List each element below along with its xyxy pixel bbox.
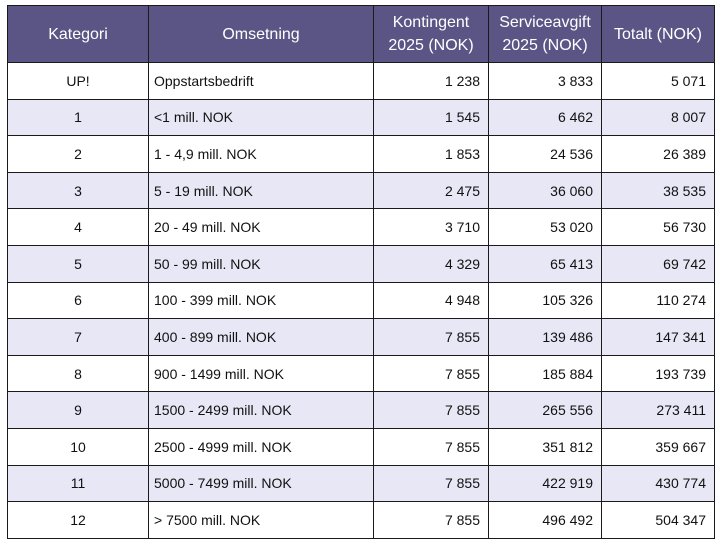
cell-kategori: 10 — [8, 428, 149, 465]
cell-serviceavgift: 6 462 — [489, 99, 602, 136]
table-row — [8, 502, 715, 539]
cell-omsetning: 1 - 4,9 mill. NOK — [149, 136, 374, 173]
cell-kategori: 11 — [8, 465, 149, 502]
cell-kontingent: 1 238 — [374, 63, 489, 100]
table-row — [8, 319, 715, 356]
table-body — [8, 63, 715, 539]
cell-totalt: 110 274 — [602, 282, 715, 319]
cell-totalt: 273 411 — [602, 392, 715, 429]
table-row — [8, 282, 715, 319]
cell-totalt: 5 071 — [602, 63, 715, 100]
table-row — [8, 172, 715, 209]
cell-omsetning: 1500 - 2499 mill. NOK — [149, 392, 374, 429]
cell-totalt: 504 347 — [602, 502, 715, 539]
cell-kategori: 5 — [8, 245, 149, 282]
cell-omsetning: 400 - 899 mill. NOK — [149, 319, 374, 356]
cell-kontingent: 7 855 — [374, 465, 489, 502]
cell-serviceavgift: 105 326 — [489, 282, 602, 319]
cell-totalt: 430 774 — [602, 465, 715, 502]
table-row — [8, 428, 715, 465]
cell-serviceavgift: 24 536 — [489, 136, 602, 173]
cell-kategori: 4 — [8, 209, 149, 246]
cell-omsetning: 5 - 19 mill. NOK — [149, 172, 374, 209]
cell-totalt: 26 389 — [602, 136, 715, 173]
table-row — [8, 209, 715, 246]
cell-kategori: 8 — [8, 355, 149, 392]
pricing-table-container — [7, 5, 715, 539]
cell-kategori: 2 — [8, 136, 149, 173]
header-label-line2: 2025 (NOK) — [502, 37, 588, 54]
header-label: Kategori — [48, 25, 108, 43]
header-label-line2: 2025 (NOK) — [388, 37, 474, 54]
cell-serviceavgift: 185 884 — [489, 355, 602, 392]
cell-kategori: 9 — [8, 392, 149, 429]
cell-omsetning: 2500 - 4999 mill. NOK — [149, 428, 374, 465]
cell-kategori: 12 — [8, 502, 149, 539]
header-label: Totalt (NOK) — [613, 25, 702, 43]
header-kontingent — [374, 6, 489, 63]
table-row — [8, 136, 715, 173]
cell-kontingent: 7 855 — [374, 392, 489, 429]
cell-kontingent: 2 475 — [374, 172, 489, 209]
cell-serviceavgift: 496 492 — [489, 502, 602, 539]
cell-kategori: 1 — [8, 99, 149, 136]
cell-omsetning: 900 - 1499 mill. NOK — [149, 355, 374, 392]
membership-fee-table — [7, 5, 715, 539]
cell-omsetning: > 7500 mill. NOK — [149, 502, 374, 539]
cell-totalt: 38 535 — [602, 172, 715, 209]
header-label-line1: Kontingent — [392, 14, 470, 31]
cell-serviceavgift: 36 060 — [489, 172, 602, 209]
cell-totalt: 359 667 — [602, 428, 715, 465]
cell-serviceavgift: 3 833 — [489, 63, 602, 100]
cell-serviceavgift: 265 556 — [489, 392, 602, 429]
cell-kontingent: 7 855 — [374, 319, 489, 356]
cell-kontingent: 7 855 — [374, 355, 489, 392]
cell-omsetning: 5000 - 7499 mill. NOK — [149, 465, 374, 502]
table-row — [8, 392, 715, 429]
table-row — [8, 355, 715, 392]
cell-kontingent: 7 855 — [374, 428, 489, 465]
cell-kategori: 6 — [8, 282, 149, 319]
cell-omsetning: 100 - 399 mill. NOK — [149, 282, 374, 319]
cell-kategori: 7 — [8, 319, 149, 356]
table-row — [8, 99, 715, 136]
cell-serviceavgift: 351 812 — [489, 428, 602, 465]
cell-totalt: 56 730 — [602, 209, 715, 246]
header-serviceavgift — [489, 6, 602, 63]
cell-serviceavgift: 139 486 — [489, 319, 602, 356]
cell-kategori: UP! — [8, 63, 149, 100]
cell-totalt: 147 341 — [602, 319, 715, 356]
table-row — [8, 465, 715, 502]
cell-serviceavgift: 65 413 — [489, 245, 602, 282]
cell-kontingent: 1 545 — [374, 99, 489, 136]
cell-omsetning: <1 mill. NOK — [149, 99, 374, 136]
cell-kontingent: 4 948 — [374, 282, 489, 319]
cell-omsetning: 20 - 49 mill. NOK — [149, 209, 374, 246]
cell-serviceavgift: 53 020 — [489, 209, 602, 246]
cell-kategori: 3 — [8, 172, 149, 209]
cell-omsetning: 50 - 99 mill. NOK — [149, 245, 374, 282]
cell-kontingent: 3 710 — [374, 209, 489, 246]
cell-totalt: 8 007 — [602, 99, 715, 136]
table-row — [8, 245, 715, 282]
cell-kontingent: 7 855 — [374, 502, 489, 539]
header-label-line1: Serviceavgift — [499, 14, 591, 31]
header-omsetning — [149, 6, 374, 63]
header-row — [8, 6, 715, 63]
cell-kontingent: 1 853 — [374, 136, 489, 173]
cell-totalt: 69 742 — [602, 245, 715, 282]
header-label: Omsetning — [222, 25, 300, 43]
header-kategori — [8, 6, 149, 63]
cell-totalt: 193 739 — [602, 355, 715, 392]
table-row — [8, 63, 715, 100]
cell-serviceavgift: 422 919 — [489, 465, 602, 502]
header-totalt — [602, 6, 715, 63]
cell-kontingent: 4 329 — [374, 245, 489, 282]
cell-omsetning: Oppstartsbedrift — [149, 63, 374, 100]
